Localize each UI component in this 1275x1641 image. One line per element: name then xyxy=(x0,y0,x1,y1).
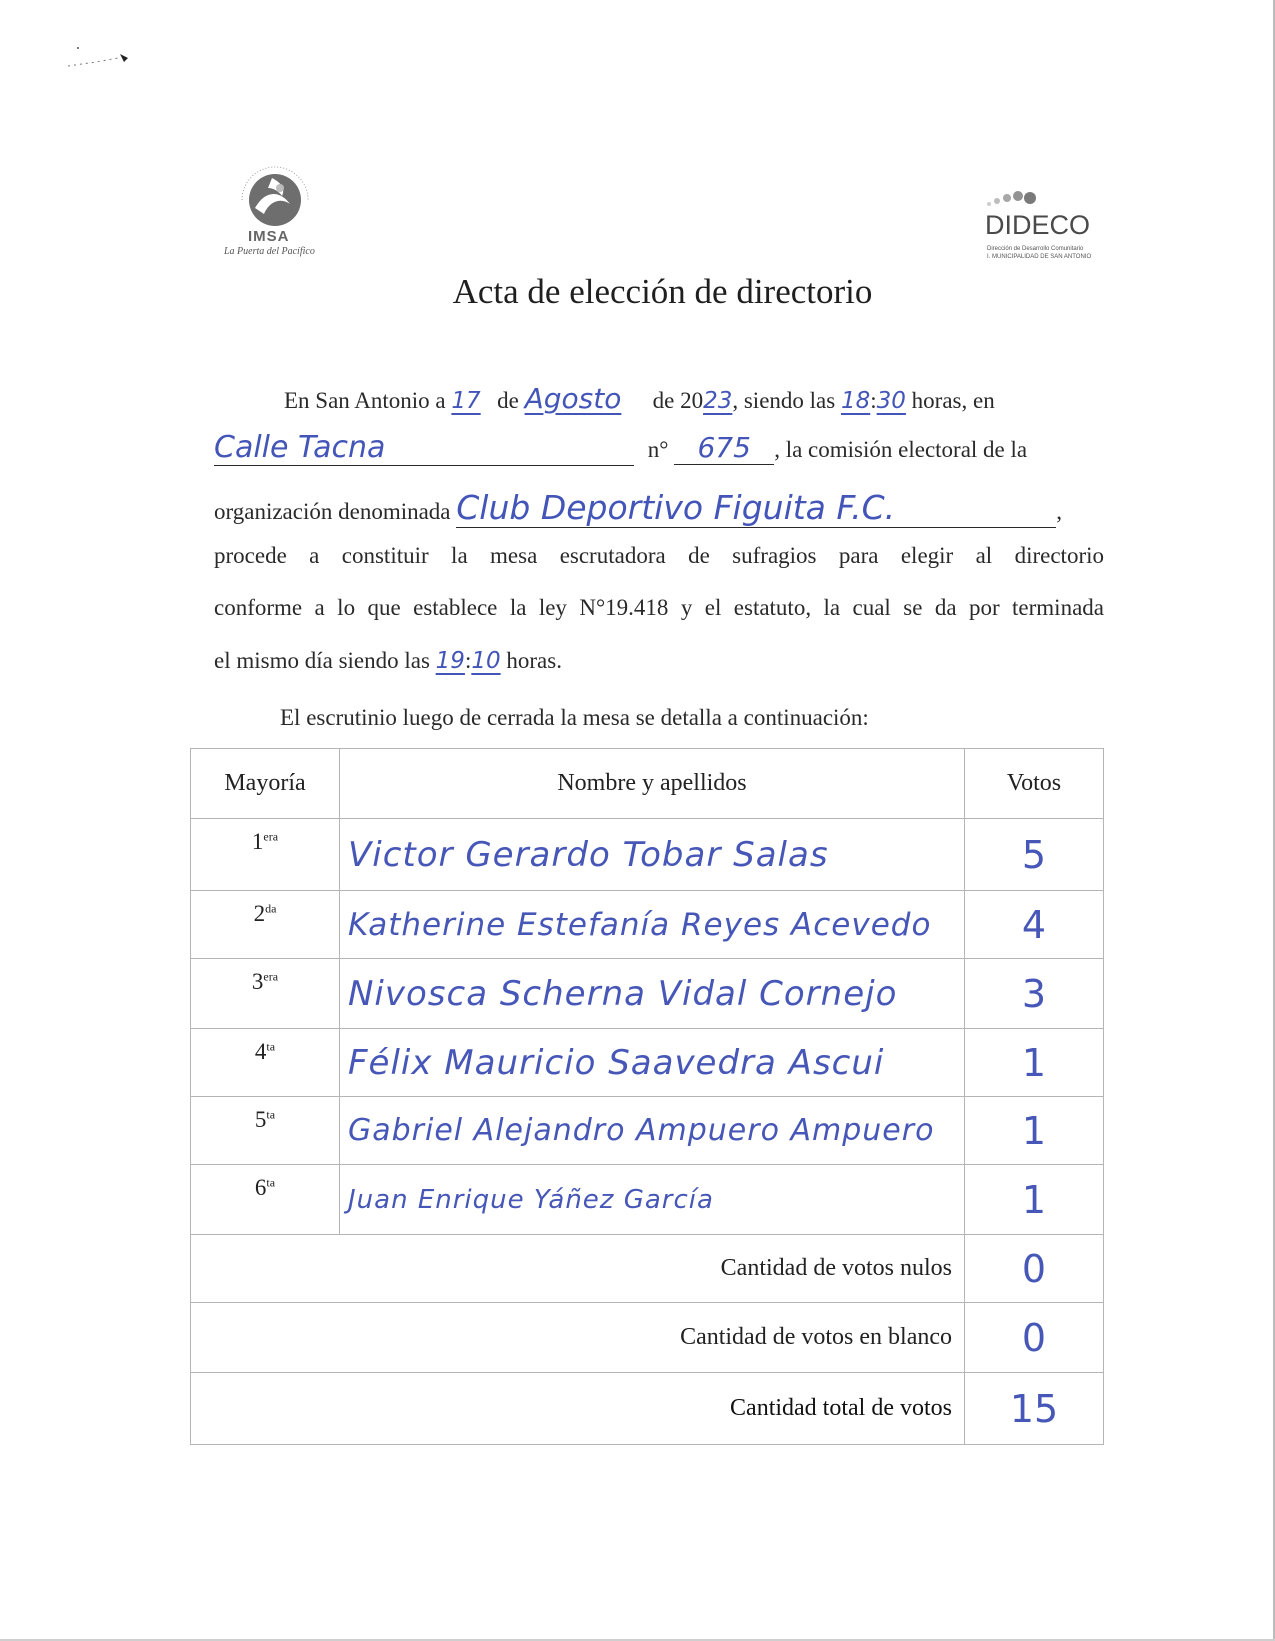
total-votes-label: Cantidad total de votos xyxy=(191,1373,965,1445)
rank-suffix: ta xyxy=(266,1107,276,1122)
rank-cell xyxy=(191,1097,340,1165)
header-line-5: conforme a lo que establece la ley N°19.418 y el estatuto, la cual se da por terminada xyxy=(214,595,1104,620)
text-fragment: horas. xyxy=(506,648,562,673)
day-field: 17 xyxy=(451,388,481,414)
table-row xyxy=(191,959,1104,1029)
candidate-name: Nivosca Scherna Vidal Cornejo xyxy=(340,959,965,1029)
total-votes-row xyxy=(191,1373,1104,1445)
end-hour-field: 19 xyxy=(435,648,465,674)
rank-number: 1 xyxy=(251,829,264,854)
dideco-dots-icon xyxy=(983,184,1103,210)
text-fragment: horas, en xyxy=(911,388,995,413)
text-fragment: En San Antonio a xyxy=(284,388,446,413)
text-fragment: , siendo las xyxy=(732,388,836,413)
rank-cell xyxy=(191,1165,340,1235)
null-votes-count: 0 xyxy=(965,1235,1104,1303)
candidate-name: Juan Enrique Yáñez García xyxy=(340,1165,965,1235)
dideco-logo xyxy=(983,184,1103,264)
rank-cell xyxy=(191,819,340,891)
scan-speck-mark xyxy=(66,44,156,74)
rank-suffix: da xyxy=(265,901,277,916)
text-fragment: n° xyxy=(647,437,669,462)
vote-count: 1 xyxy=(965,1165,1104,1235)
rank-suffix: ta xyxy=(266,1175,276,1190)
candidate-name: Félix Mauricio Saavedra Ascui xyxy=(340,1029,965,1097)
rank-number: 6 xyxy=(254,1175,267,1200)
month-field: Agosto xyxy=(524,382,622,415)
rank-cell xyxy=(191,1029,340,1097)
street-number-field: 675 xyxy=(674,431,774,465)
header-line-4: procede a constituir la mesa escrutadora de sufragios para elegir al directorio xyxy=(214,543,1104,568)
table-row xyxy=(191,1165,1104,1235)
rank-number: 2 xyxy=(253,901,266,926)
null-votes-label: Cantidad de votos nulos xyxy=(191,1235,965,1303)
table-row xyxy=(191,819,1104,891)
text-fragment: de 20 xyxy=(652,388,704,413)
table-row xyxy=(191,1029,1104,1097)
dideco-subtitle-2: I. MUNICIPALIDAD DE SAN ANTONIO xyxy=(987,254,1092,260)
start-minute-field: 30 xyxy=(876,388,906,414)
column-header-votes: Votos xyxy=(965,749,1104,819)
table-row xyxy=(191,1097,1104,1165)
year-field: 23 xyxy=(703,388,733,414)
text-fragment: el mismo día siendo las xyxy=(214,648,430,673)
text-fragment: de xyxy=(497,388,519,413)
text-fragment: , la comisión electoral de la xyxy=(774,437,1028,462)
vote-count: 5 xyxy=(965,819,1104,891)
text-fragment: , xyxy=(1056,499,1063,524)
vote-count: 3 xyxy=(965,959,1104,1029)
rank-suffix: era xyxy=(263,829,279,844)
imsa-logo xyxy=(220,160,330,262)
rank-number: 3 xyxy=(251,969,264,994)
table-header-row xyxy=(191,749,1104,819)
blank-votes-count: 0 xyxy=(965,1303,1104,1373)
rank-cell xyxy=(191,891,340,959)
dideco-subtitle-1: Dirección de Desarrollo Comunitario xyxy=(987,246,1084,252)
rank-cell xyxy=(191,959,340,1029)
header-line-3 xyxy=(214,488,1062,528)
street-field: Calle Tacna xyxy=(214,430,634,466)
imsa-tagline: La Puerta del Pacífico xyxy=(224,246,315,257)
rank-suffix: ta xyxy=(266,1039,276,1054)
vote-count: 1 xyxy=(965,1029,1104,1097)
imsa-name: IMSA xyxy=(248,228,290,245)
text-fragment: : xyxy=(464,648,472,673)
candidate-name: Katherine Estefanía Reyes Acevedo xyxy=(340,891,965,959)
organization-name-field: Club Deportivo Figuita F.C. xyxy=(456,488,1056,528)
header-line-2 xyxy=(214,430,1027,466)
start-hour-field: 18 xyxy=(840,388,871,414)
candidate-name: Victor Gerardo Tobar Salas xyxy=(340,819,965,891)
header-line-7: El escrutinio luego de cerrada la mesa se detalla a continuación: xyxy=(280,705,869,730)
vote-count: 1 xyxy=(965,1097,1104,1165)
blank-votes-row xyxy=(191,1303,1104,1373)
total-votes-count: 15 xyxy=(965,1373,1104,1445)
candidate-name: Gabriel Alejandro Ampuero Ampuero xyxy=(340,1097,965,1165)
dideco-name: DIDECO xyxy=(985,210,1091,240)
null-votes-row xyxy=(191,1235,1104,1303)
text-fragment: : xyxy=(870,388,877,413)
vote-count: 4 xyxy=(965,891,1104,959)
rank-suffix: era xyxy=(263,969,279,984)
header-line-6 xyxy=(214,648,562,674)
end-minute-field: 10 xyxy=(471,648,501,674)
table-row xyxy=(191,891,1104,959)
document-title: Acta de elección de directorio xyxy=(452,272,873,311)
column-header-rank: Mayoría xyxy=(191,749,340,819)
blank-votes-label: Cantidad de votos en blanco xyxy=(191,1303,965,1373)
column-header-name: Nombre y apellidos xyxy=(340,749,965,819)
imsa-emblem-icon xyxy=(220,160,330,230)
header-line-1 xyxy=(284,382,995,415)
text-fragment: organización denominada xyxy=(214,499,451,524)
rank-number: 4 xyxy=(254,1039,267,1064)
rank-number: 5 xyxy=(254,1107,267,1132)
results-table xyxy=(190,748,1104,1445)
